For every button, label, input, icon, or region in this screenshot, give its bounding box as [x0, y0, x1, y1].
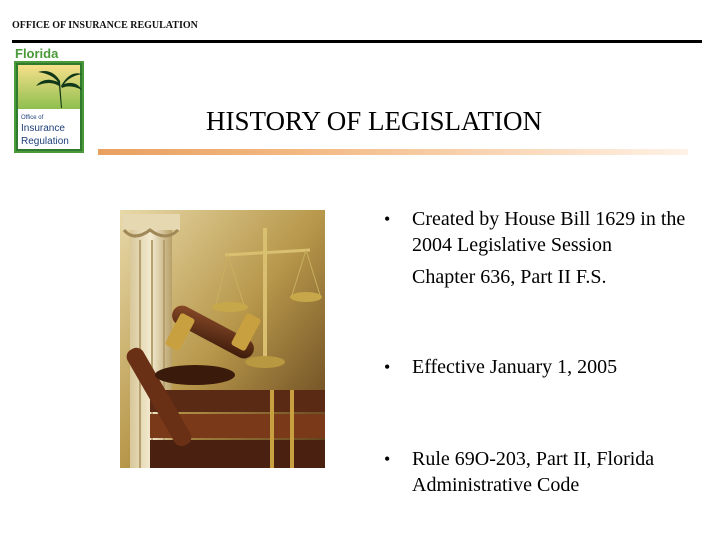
bullet-dot: •	[384, 209, 391, 229]
florida-oir-logo	[12, 46, 88, 156]
logo-line-3: Regulation	[21, 136, 69, 147]
bullet-text: Effective January 1, 2005	[412, 356, 618, 378]
slide-title: HISTORY OF LEGISLATION	[206, 106, 543, 136]
logo-line-1: Office of	[21, 115, 44, 121]
bullet-dot: •	[384, 357, 391, 377]
logo-line-2: Insurance	[21, 123, 65, 134]
bullet-subtext: Chapter 636, Part II F.S.	[412, 266, 607, 288]
bullet-item	[380, 446, 700, 498]
header-org-label: OFFICE OF INSURANCE REGULATION	[12, 20, 198, 31]
bullet-item	[380, 206, 700, 290]
bullet-dot: •	[384, 449, 391, 469]
bullet-item	[380, 354, 617, 380]
title-accent-bar	[98, 149, 688, 155]
header-divider	[12, 40, 702, 43]
logo-top-word: Florida	[15, 46, 59, 61]
bullet-text: Created by House Bill 1629 in the 2004 Legislative Session	[412, 208, 686, 256]
justice-illustration	[120, 210, 325, 468]
bullet-text: Rule 69O-203, Part II, Florida Administrative Code	[412, 448, 655, 496]
